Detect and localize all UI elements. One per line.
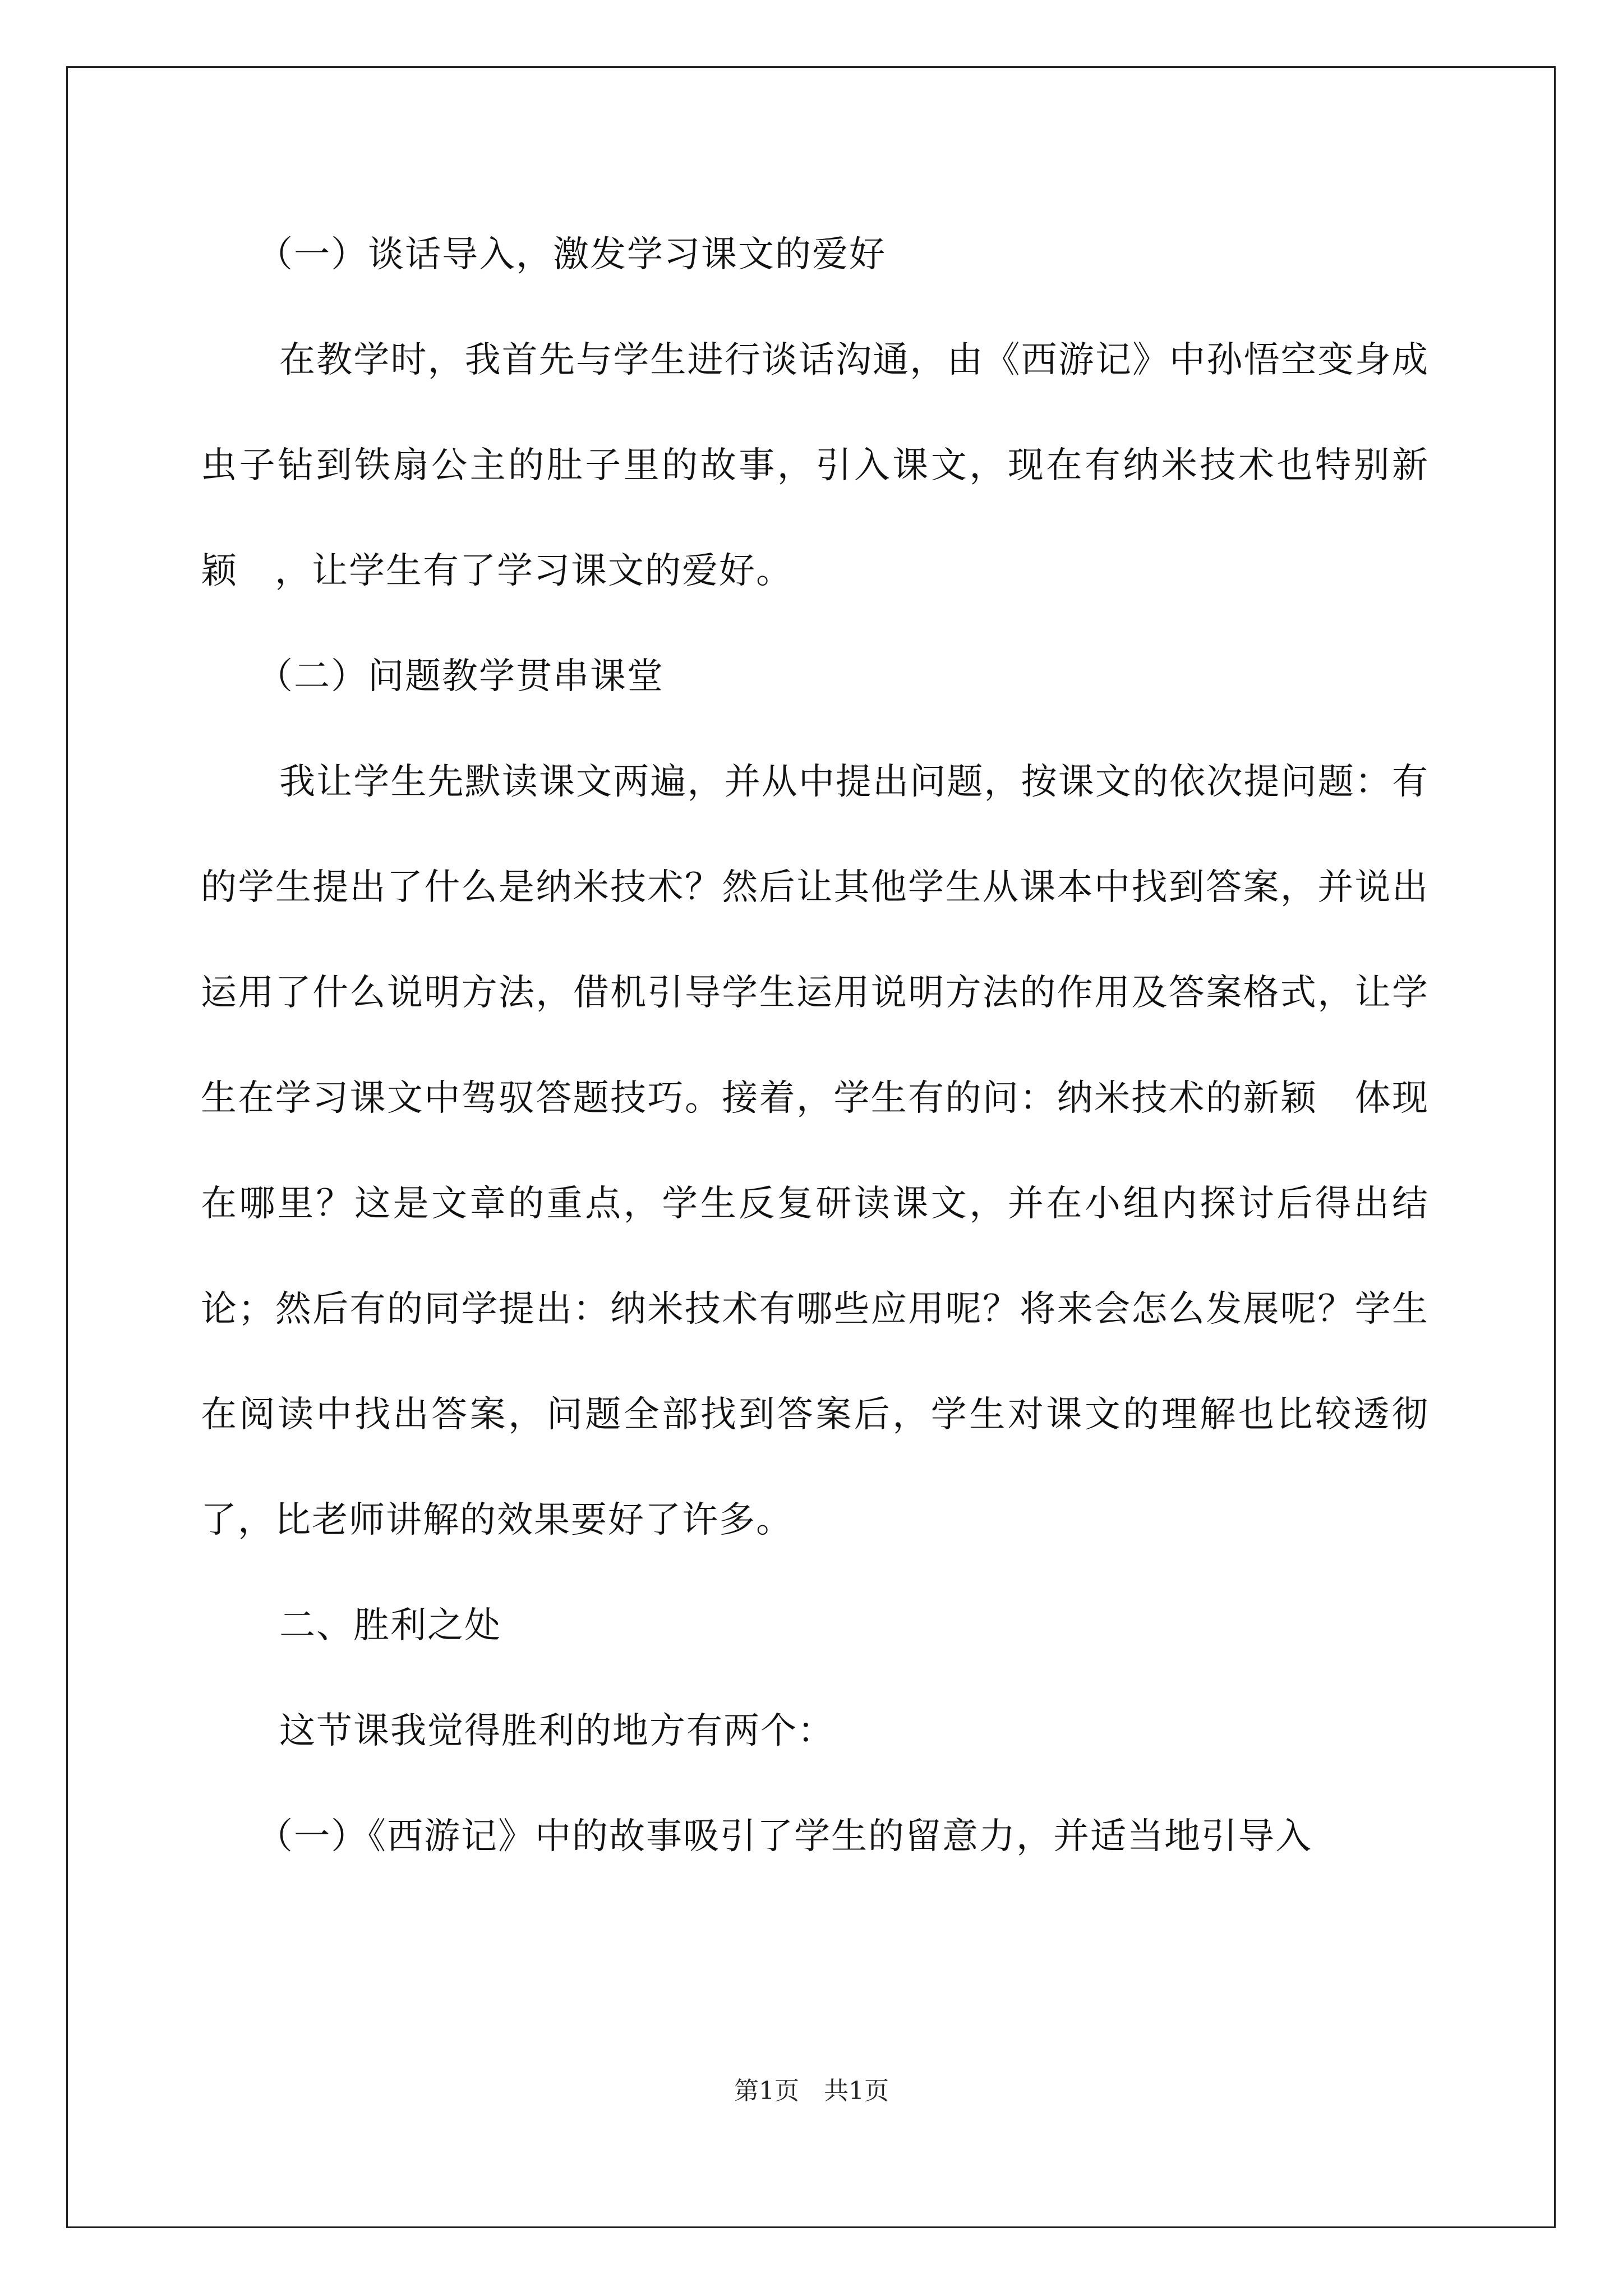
page-number-footer: 第1页 共1页 [734, 2077, 889, 2105]
section-heading-3: 二、胜利之处 [279, 1605, 501, 1646]
section-heading-1: （一）谈话导入，激发学习课文的爱好 [257, 234, 886, 275]
section-heading-2: （二）问题教学贯串课堂 [257, 656, 664, 697]
body-paragraph-1: 在教学时，我首先与学生进行谈话沟通，由《西游记》中孙悟空变身成虫子钻到铁扇公主的肚子里的故事，引入课文，现在有纳米技术也特别新颖 ，让学生有了学习课文的爱好。 [201, 339, 1429, 592]
document-body [201, 202, 1429, 1889]
body-paragraph-2: 我让学生先默读课文两遍，并从中提出问题，按课文的依次提问题：有的学生提出了什么是纳米技术？然后让其他学生从课本中找到答案，并说出运用了什么说明方法，借机引导学生运用说明方法的作用及答案格式，让学生在学习课文中驾驭答题技巧。接着，学生有的问：纳米技术的新颖 体现在哪里？这是文章的重点，学生反复研读课文，并在小组内探讨后得出结论；然后有的同学提出：纳米技术有哪些应用呢？将来会怎么发展呢？学生在阅读中找出答案，问题全部找到答案后，学生对课文的理解也比较透彻了，比老师讲解的效果要好了许多。 [201, 761, 1429, 1541]
body-paragraph-3: 这节课我觉得胜利的地方有两个： [279, 1710, 834, 1752]
body-paragraph-4: （一）《西游记》中的故事吸引了学生的留意力，并适当地引导入 [257, 1816, 1312, 1857]
